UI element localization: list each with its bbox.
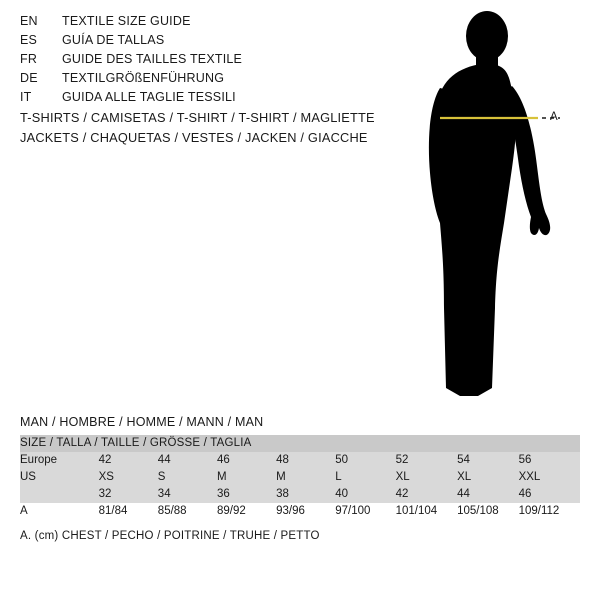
cell-value: 85/88 xyxy=(157,505,187,517)
row-label: Europe xyxy=(20,454,58,466)
language-code: IT xyxy=(20,90,32,104)
row-label: US xyxy=(20,471,36,483)
cell-value: 89/92 xyxy=(216,505,246,517)
table-row xyxy=(20,486,580,503)
cell-value: XS xyxy=(98,471,114,483)
cell-value: 54 xyxy=(457,454,470,466)
cell-value: 50 xyxy=(335,454,349,466)
cell-value: 93/96 xyxy=(276,505,305,517)
cell-value: 46 xyxy=(216,454,230,466)
language-title: TEXTILE SIZE GUIDE xyxy=(62,14,191,28)
table-header-row xyxy=(20,435,580,452)
cell-value: 81/84 xyxy=(98,505,128,517)
cell-value: M xyxy=(276,471,286,483)
cell-value: 101/104 xyxy=(395,505,438,517)
chest-callout-label: A xyxy=(550,111,559,123)
language-code: FR xyxy=(20,52,38,66)
table-row xyxy=(20,452,580,469)
table-footnote: A. (cm) CHEST / PECHO / POITRINE / TRUHE / PETTO xyxy=(20,530,320,542)
language-row xyxy=(20,90,390,109)
cell-value: 42 xyxy=(98,454,112,466)
cell-value: M xyxy=(216,471,227,483)
size-table xyxy=(20,435,580,520)
row-label xyxy=(20,486,99,503)
cell-value: 34 xyxy=(157,488,171,500)
table-group-title: MAN / HOMBRE / HOMME / MANN / MAN xyxy=(20,415,264,429)
table-row xyxy=(20,503,580,520)
cell-value: 109/112 xyxy=(518,505,560,517)
cell-value: 44 xyxy=(157,454,171,466)
cell-value: 40 xyxy=(335,488,349,500)
cell-value: 46 xyxy=(518,488,532,500)
cell-value: 56 xyxy=(518,454,532,466)
male-body-figure xyxy=(400,8,600,408)
language-code: ES xyxy=(20,33,38,47)
cell-value: L xyxy=(335,471,342,483)
table-row xyxy=(20,469,580,486)
cell-value: 32 xyxy=(98,488,112,500)
cell-value: 48 xyxy=(276,454,289,466)
language-code: EN xyxy=(20,14,38,28)
language-row xyxy=(20,71,390,90)
cell-value: 36 xyxy=(216,488,230,500)
cell-value: 42 xyxy=(395,488,409,500)
language-row xyxy=(20,14,390,33)
cell-value: 52 xyxy=(395,454,409,466)
language-title: GUIDA ALLE TAGLIE TESSILI xyxy=(62,90,236,104)
language-title: GUIDE DES TAILLES TEXTILE xyxy=(62,52,243,66)
body-silhouette-icon xyxy=(400,8,600,408)
language-title: TEXTILGRÖßENFÜHRUNG xyxy=(62,71,225,85)
cell-value: 44 xyxy=(457,488,470,500)
size-table-section xyxy=(20,415,580,542)
row-label: A xyxy=(20,505,28,517)
cell-value: XXL xyxy=(518,471,541,483)
language-code: DE xyxy=(20,71,38,85)
cell-value: S xyxy=(157,471,166,483)
language-row xyxy=(20,33,390,52)
garment-category-list xyxy=(20,110,440,150)
cell-value: XL xyxy=(395,471,410,483)
cell-value: 97/100 xyxy=(335,505,371,517)
language-title: GUÍA DE TALLAS xyxy=(62,33,165,47)
garment-category-jackets: JACKETS / CHAQUETAS / VESTES / JACKEN / GIACCHE xyxy=(20,130,368,145)
garment-category-tshirts: T-SHIRTS / CAMISETAS / T-SHIRT / T-SHIRT / MAGLIETTE xyxy=(20,110,375,125)
language-title-list xyxy=(20,14,390,109)
cell-value: XL xyxy=(457,471,472,483)
table-header-label: SIZE / TALLA / TAILLE / GRÖSSE / TAGLIA xyxy=(20,437,252,449)
language-row xyxy=(20,52,390,71)
cell-value: 38 xyxy=(276,488,289,500)
cell-value: 105/108 xyxy=(457,505,499,517)
